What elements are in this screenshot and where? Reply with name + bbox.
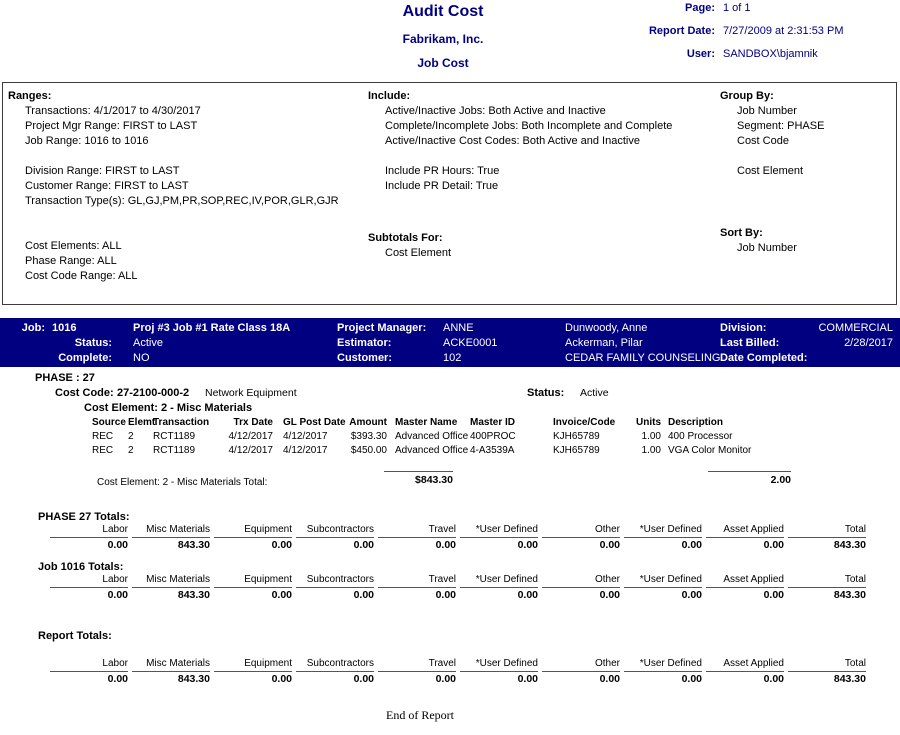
- company-name: Fabrikam, Inc.: [402, 32, 484, 46]
- include-section: [368, 89, 672, 194]
- col-description: Description: [668, 417, 724, 428]
- totals-value: 0.00: [763, 673, 784, 685]
- cost-element-heading: Cost Element: 2 - Misc Materials: [84, 402, 253, 414]
- job-totals-title: Job 1016 Totals:: [38, 561, 124, 573]
- totals-value: 0.00: [435, 589, 456, 601]
- estimator-label: Estimator:: [337, 337, 392, 349]
- col-amount: Amount: [349, 417, 387, 428]
- col-invoice-code: Invoice/Code: [553, 417, 616, 428]
- report-totals-values: [50, 673, 866, 685]
- col-source: Source: [92, 417, 126, 428]
- totals-column-label: Subcontractors: [296, 524, 374, 538]
- report-totals-labels: [50, 658, 866, 672]
- job-totals-labels: [50, 574, 866, 588]
- cell-master-name: Advanced Office: [395, 445, 469, 456]
- totals-value: 0.00: [435, 539, 456, 551]
- report-date-value: 7/27/2009 at 2:31:53 PM: [723, 25, 844, 37]
- group-by-line: Segment: PHASE: [737, 120, 825, 132]
- include-line: Complete/Incomplete Jobs: Both Incomplete and Complete: [385, 120, 673, 132]
- totals-column-label: Total: [788, 524, 866, 538]
- ranges-line: Division Range: FIRST to LAST: [25, 165, 180, 177]
- totals-column-label: Other: [542, 574, 620, 588]
- totals-value: 0.00: [763, 539, 784, 551]
- totals-value: 0.00: [517, 673, 538, 685]
- totals-column-label: Asset Applied: [706, 574, 784, 588]
- cell-source: REC: [92, 445, 114, 456]
- cell-master-name: Advanced Office: [395, 431, 469, 442]
- totals-value: 0.00: [271, 589, 292, 601]
- totals-column-label: Labor: [50, 658, 128, 672]
- totals-value: 843.30: [177, 539, 210, 551]
- ranges-line: Transactions: 4/1/2017 to 4/30/2017: [25, 105, 201, 117]
- totals-column-label: Other: [542, 658, 620, 672]
- cost-code-status-label: Status:: [527, 387, 565, 399]
- col-master-id: Master ID: [470, 417, 516, 428]
- ranges-line: Project Mgr Range: FIRST to LAST: [25, 120, 198, 132]
- cell-units: 1.00: [641, 431, 661, 442]
- totals-column-label: Equipment: [214, 524, 292, 538]
- table-row: [92, 431, 818, 442]
- totals-value: 843.30: [833, 539, 866, 551]
- group-by-line: Cost Code: [737, 135, 789, 147]
- page-label: Page:: [685, 2, 715, 14]
- cell-units: 1.00: [641, 445, 661, 456]
- totals-value: 0.00: [353, 589, 374, 601]
- cell-gl-post-date: 4/12/2017: [283, 431, 328, 442]
- totals-value: 0.00: [599, 673, 620, 685]
- totals-column-label: Equipment: [214, 574, 292, 588]
- estimator-id: ACKE0001: [443, 337, 498, 349]
- totals-value: 0.00: [681, 673, 702, 685]
- totals-column-label: *User Defined: [460, 658, 538, 672]
- ranges-line: Job Range: 1016 to 1016: [25, 135, 149, 147]
- totals-value: 0.00: [353, 673, 374, 685]
- cell-elemt: 2: [128, 445, 134, 456]
- cell-invoice-code: KJH65789: [553, 445, 600, 456]
- user-value: SANDBOX\bjamnik: [723, 48, 818, 60]
- phase-totals-title: PHASE 27 Totals:: [38, 511, 130, 523]
- customer-id: 102: [443, 352, 462, 364]
- cell-trx-date: 4/12/2017: [228, 445, 273, 456]
- division-label: Division:: [720, 322, 767, 334]
- totals-value: 0.00: [517, 589, 538, 601]
- report-subtitle: Job Cost: [417, 56, 469, 70]
- totals-value: 0.00: [681, 589, 702, 601]
- col-elemt: Elemt: [128, 417, 156, 428]
- cost-code-status-value: Active: [580, 387, 609, 399]
- status-value: Active: [133, 337, 163, 349]
- project-manager-id: ANNE: [443, 322, 474, 334]
- group-by-line: Cost Element: [737, 165, 804, 177]
- totals-column-label: Total: [788, 574, 866, 588]
- totals-value: 0.00: [107, 539, 128, 551]
- report-date-label: Report Date:: [648, 25, 715, 37]
- totals-value: 0.00: [107, 589, 128, 601]
- job-name: Proj #3 Job #1 Rate Class 18A: [133, 322, 291, 334]
- totals-value: 0.00: [517, 539, 538, 551]
- cost-element-total-amount: $843.30: [384, 471, 453, 486]
- totals-value: 0.00: [435, 673, 456, 685]
- include-line: Include PR Hours: True: [385, 165, 500, 177]
- col-gl-post-date: GL Post Date: [283, 417, 346, 428]
- totals-column-label: Misc Materials: [132, 658, 210, 672]
- totals-value: 843.30: [833, 589, 866, 601]
- col-trx-date: Trx Date: [233, 417, 273, 428]
- col-transaction: Transaction: [153, 417, 210, 428]
- ranges-line: Cost Elements: ALL: [25, 240, 122, 252]
- ranges-line: Transaction Type(s): GL,GJ,PM,PR,SOP,REC,IV,POR,GLR,GJR: [25, 195, 339, 207]
- cell-description: VGA Color Monitor: [668, 445, 752, 456]
- cell-trx-date: 4/12/2017: [228, 431, 273, 442]
- totals-value: 0.00: [353, 539, 374, 551]
- totals-column-label: Subcontractors: [296, 658, 374, 672]
- subtotals-item: Cost Element: [385, 247, 452, 259]
- complete-value: NO: [133, 352, 150, 364]
- totals-value: 843.30: [177, 589, 210, 601]
- totals-value: 0.00: [271, 673, 292, 685]
- cell-source: REC: [92, 431, 114, 442]
- cost-element-total-units: 2.00: [708, 471, 791, 486]
- ranges-line: Customer Range: FIRST to LAST: [25, 180, 189, 192]
- job-number: 1016: [52, 322, 77, 334]
- cell-elemt: 2: [128, 431, 134, 442]
- totals-column-label: *User Defined: [624, 574, 702, 588]
- sort-by-heading: Sort By:: [720, 227, 763, 239]
- estimator-name: Ackerman, Pilar: [565, 337, 643, 349]
- cell-transaction: RCT1189: [153, 431, 196, 442]
- complete-label: Complete:: [58, 352, 112, 364]
- user-label: User:: [686, 48, 715, 60]
- totals-column-label: *User Defined: [624, 524, 702, 538]
- group-by-heading: Group By:: [720, 90, 774, 102]
- subtotals-section: [368, 231, 451, 261]
- customer-name: CEDAR FAMILY COUNSELING: [565, 352, 721, 364]
- totals-value: 0.00: [599, 539, 620, 551]
- col-master-name: Master Name: [395, 417, 458, 428]
- totals-value: 0.00: [107, 673, 128, 685]
- sort-by-item: Job Number: [737, 242, 797, 254]
- end-of-report-text: End of Report: [386, 708, 454, 722]
- totals-column-label: *User Defined: [624, 658, 702, 672]
- ranges-line: Phase Range: ALL: [25, 255, 117, 267]
- job-label: Job:: [21, 322, 45, 334]
- totals-column-label: Misc Materials: [132, 524, 210, 538]
- totals-column-label: Travel: [378, 658, 456, 672]
- cell-invoice-code: KJH65789: [553, 431, 600, 442]
- ranges-heading: Ranges:: [8, 90, 52, 102]
- totals-column-label: Travel: [378, 524, 456, 538]
- totals-value: 0.00: [681, 539, 702, 551]
- ranges-section: [8, 89, 339, 284]
- ranges-line: Cost Code Range: ALL: [25, 270, 138, 282]
- cost-code-value: 27-2100-000-2: [117, 387, 190, 399]
- customer-label: Customer:: [337, 352, 393, 364]
- report-title: Audit Cost: [402, 3, 484, 20]
- totals-value: 843.30: [177, 673, 210, 685]
- job-totals-values: [50, 589, 866, 601]
- totals-value: 0.00: [599, 589, 620, 601]
- phase-totals-values: [50, 539, 866, 551]
- totals-value: 0.00: [271, 539, 292, 551]
- subtotals-heading: Subtotals For:: [368, 232, 443, 244]
- cost-element-total-label: Cost Element: 2 - Misc Materials Total:: [97, 477, 268, 488]
- totals-value: 0.00: [763, 589, 784, 601]
- totals-value: 843.30: [833, 673, 866, 685]
- totals-column-label: Labor: [50, 524, 128, 538]
- job-banner: [0, 318, 900, 367]
- detail-header-row: [92, 417, 818, 428]
- cell-transaction: RCT1189: [153, 445, 196, 456]
- totals-column-label: Asset Applied: [706, 524, 784, 538]
- group-by-line: Job Number: [737, 105, 797, 117]
- totals-column-label: *User Defined: [460, 524, 538, 538]
- cell-gl-post-date: 4/12/2017: [283, 445, 328, 456]
- cost-code-name: Network Equipment: [205, 387, 297, 399]
- totals-column-label: Travel: [378, 574, 456, 588]
- last-billed-label: Last Billed:: [720, 337, 780, 349]
- cell-description: 400 Processor: [668, 431, 733, 442]
- page-value: 1 of 1: [723, 2, 751, 14]
- cell-master-id: 400PROC: [470, 431, 516, 442]
- cell-amount: $393.30: [350, 431, 387, 442]
- project-manager-label: Project Manager:: [337, 322, 427, 334]
- status-label: Status:: [74, 337, 112, 349]
- cell-amount: $450.00: [350, 445, 387, 456]
- totals-column-label: Equipment: [214, 658, 292, 672]
- last-billed-value: 2/28/2017: [844, 337, 893, 349]
- phase-heading: PHASE : 27: [35, 372, 95, 384]
- totals-column-label: *User Defined: [460, 574, 538, 588]
- sort-by-section: [720, 226, 797, 256]
- totals-column-label: Asset Applied: [706, 658, 784, 672]
- table-row: [92, 445, 818, 456]
- project-manager-name: Dunwoody, Anne: [565, 322, 648, 334]
- date-completed-label: Date Completed:: [720, 352, 808, 364]
- cost-code-label: Cost Code:: [55, 387, 114, 399]
- include-line: Active/Inactive Jobs: Both Active and Inactive: [385, 105, 606, 117]
- col-units: Units: [636, 417, 661, 428]
- division-value: COMMERCIAL: [818, 322, 893, 334]
- totals-column-label: Total: [788, 658, 866, 672]
- phase-totals-labels: [50, 524, 866, 538]
- include-heading: Include:: [368, 90, 411, 102]
- report-totals-title: Report Totals:: [38, 630, 112, 642]
- group-by-section: [720, 89, 824, 179]
- totals-column-label: Labor: [50, 574, 128, 588]
- cell-master-id: 4-A3539A: [470, 445, 515, 456]
- totals-column-label: Subcontractors: [296, 574, 374, 588]
- totals-column-label: Other: [542, 524, 620, 538]
- include-line: Include PR Detail: True: [385, 180, 499, 192]
- totals-column-label: Misc Materials: [132, 574, 210, 588]
- include-line: Active/Inactive Cost Codes: Both Active and Inactive: [385, 135, 640, 147]
